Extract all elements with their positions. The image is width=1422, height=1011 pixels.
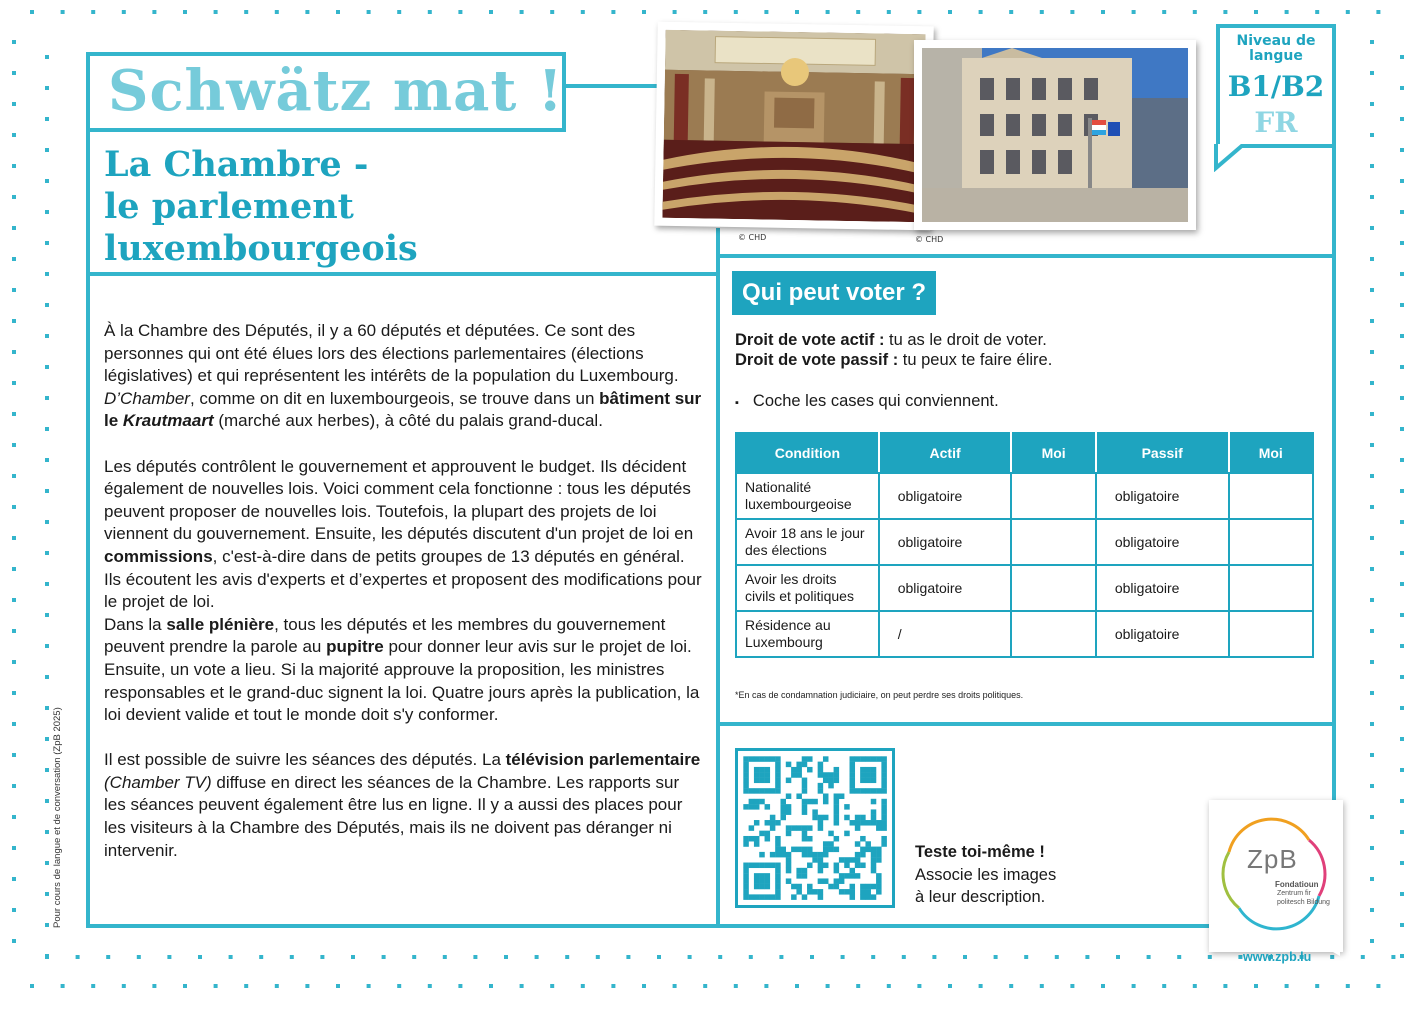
level-value: B1/B2 (1227, 70, 1325, 103)
col-header-condition: Condition (736, 433, 879, 473)
subtitle-line: le parlement (104, 186, 354, 227)
moi-checkbox-cell[interactable] (1229, 611, 1313, 657)
bullet-icon: ▪ (735, 397, 739, 409)
col-header-moi: Moi (1229, 433, 1313, 473)
col-header-moi: Moi (1011, 433, 1095, 473)
moi-checkbox-cell[interactable] (1011, 565, 1095, 611)
paragraph-tv (104, 749, 704, 862)
text-segment: , comme on dit en luxembourgeois, se trouve dans un (189, 388, 600, 408)
footnote: *En cas de condamnation judiciaire, on peut perdre ses droits politiques. (735, 690, 1024, 700)
body-text (104, 320, 704, 862)
level-language: FR (1254, 106, 1298, 139)
level-label-line: Niveau de (1236, 33, 1316, 49)
passif-cell: obligatoire (1096, 565, 1229, 611)
passive-vote-text: tu peux te faire élire. (898, 351, 1053, 369)
actif-cell: / (879, 611, 1012, 657)
website-link[interactable]: www.zpb.lu (1243, 950, 1312, 964)
col-header-passif: Passif (1096, 433, 1229, 473)
active-vote-label: Droit de vote actif : (735, 331, 885, 349)
actif-cell: obligatoire (879, 565, 1012, 611)
chamber-building-image (922, 48, 1188, 222)
quiz-line: Associe les images (915, 865, 1057, 884)
col-header-actif: Actif (879, 433, 1012, 473)
instruction-text: Coche les cases qui conviennent. (752, 392, 999, 410)
text-segment: pupitre (326, 637, 384, 657)
paragraph-location (104, 320, 704, 433)
text-segment: (marché aux herbes), à côté du palais grand-ducal. (213, 411, 603, 431)
quiz-text (915, 841, 1056, 909)
active-vote-definition (735, 330, 1052, 350)
passive-vote-label: Droit de vote passif : (735, 351, 899, 369)
text-segment: télévision parlementaire (505, 750, 701, 770)
side-note: Pour cours de langue et de conversation (ZpB 2025) (52, 707, 63, 928)
passif-cell: obligatoire (1096, 611, 1229, 657)
moi-checkbox-cell[interactable] (1229, 519, 1313, 565)
instruction (735, 392, 999, 411)
zpb-logo-card (1209, 800, 1343, 952)
table-row (736, 519, 1313, 565)
passif-cell: obligatoire (1096, 473, 1229, 519)
logo-card-tail (1312, 940, 1342, 960)
table-row (736, 473, 1313, 519)
text-segment: Krautmaart (122, 411, 214, 431)
paragraph-plenary (104, 614, 704, 727)
moi-checkbox-cell[interactable] (1011, 611, 1095, 657)
logo-line: Zentrum fir (1277, 890, 1311, 897)
text-segment: Dans la (104, 614, 167, 634)
text-segment: D’Chamber (104, 388, 190, 408)
vote-conditions-table (735, 432, 1314, 658)
moi-checkbox-cell[interactable] (1229, 473, 1313, 519)
text-segment: À la Chambre des Députés, il y a 60 députés et députées. Ce sont des personnes qui ont été élues lors des élections parlementaires (élections législatives) et qui représentent les intérêts de la population du Luxembourg. (104, 321, 679, 386)
text-segment: pour donner leur avis sur le projet de loi. Ensuite, un vote a lieu. Si la majorité approuve la proposition, les ministres responsables et le grand-duc signent la loi. Quatre jours après la publication, la loi devient valide et tout le monde doit s'y conformer. (104, 637, 700, 725)
passif-cell: obligatoire (1096, 519, 1229, 565)
level-label (1220, 34, 1332, 64)
page-title: Schwätz mat ! (108, 58, 564, 124)
level-box-tail (1214, 144, 1254, 172)
top-connector-line (562, 84, 662, 88)
level-label-line: langue (1249, 48, 1303, 64)
vote-definitions (735, 330, 1052, 370)
qr-code-icon (738, 751, 892, 905)
text-segment: bâtiment sur le (104, 388, 702, 431)
text-segment: diffuse en direct les séances de la Chambre. Les rapports sur les séances peuvent également être lus en ligne. Il y a aussi des places pour les visiteurs à la Chambre des Députés, mais ils ne doivent pas déranger ni intervenir. (104, 772, 683, 860)
text-segment: commissions (104, 546, 213, 566)
text-segment: Les députés contrôlent le gouvernement et approuvent le budget. Ils décident également de nouvelles lois. Voici comment cela fonctionne : tous les députés peuvent proposer de nouvelles lois. Toutefois, la plupart des projets de loi viennent du gouvernement. Ensuite, les députés discutent d'un projet de loi en (104, 456, 694, 544)
table-row (736, 565, 1313, 611)
moi-checkbox-cell[interactable] (1011, 519, 1095, 565)
language-level-box (1216, 24, 1336, 148)
actif-cell: obligatoire (879, 519, 1012, 565)
photo-credit: © CHD (915, 235, 944, 244)
subtitle-left-border (86, 128, 90, 276)
subtitle-line: luxembourgeois (104, 228, 418, 269)
table-row (736, 611, 1313, 657)
text-segment: (Chamber TV) (104, 772, 212, 792)
condition-cell: Résidence au Luxembourg (736, 611, 879, 657)
paragraph-role (104, 456, 704, 614)
page-subtitle (104, 144, 418, 270)
text-segment: , c'est-à-dire dans de petits groupes de 13 députés en général. Ils écoutent les avis d'experts et d’expertes et proposent des modifications pour le projet de loi. (104, 546, 702, 612)
active-vote-text: tu as le droit de voter. (884, 331, 1047, 349)
text-segment: , tous les députés et les membres du gouvernement peuvent prendre la parole au (104, 614, 666, 657)
qr-code[interactable] (735, 748, 895, 908)
quiz-title: Teste toi-même ! (915, 843, 1045, 861)
moi-checkbox-cell[interactable] (1229, 565, 1313, 611)
condition-cell: Avoir les droits civils et politiques (736, 565, 879, 611)
passive-vote-definition (735, 350, 1052, 370)
quiz-line: à leur description. (915, 888, 1046, 906)
vote-section-title: Qui peut voter ? (732, 271, 936, 315)
right-border-line (1332, 144, 1336, 258)
moi-checkbox-cell[interactable] (1011, 473, 1095, 519)
condition-cell: Avoir 18 ans le jour des élections (736, 519, 879, 565)
text-segment: salle plénière (166, 614, 275, 634)
logo-letters: ZpB (1247, 844, 1298, 874)
logo-line: politesch Bildung (1277, 899, 1330, 906)
subtitle-line: La Chambre - (104, 144, 369, 185)
table-header-row (736, 433, 1313, 473)
title-box (86, 52, 566, 132)
photo-credit: © CHD (738, 233, 767, 242)
plenary-hall-photo (654, 22, 934, 231)
text-segment: Il est possible de suivre les séances des députés. La (104, 750, 506, 770)
plenary-hall-image (662, 30, 925, 223)
photo-divider-line (716, 228, 720, 256)
logo-line: Fondatioun (1275, 880, 1319, 889)
chamber-building-photo (914, 40, 1196, 230)
zpb-logo-icon (1209, 800, 1343, 952)
actif-cell: obligatoire (879, 473, 1012, 519)
condition-cell: Nationalité luxembourgeoise (736, 473, 879, 519)
